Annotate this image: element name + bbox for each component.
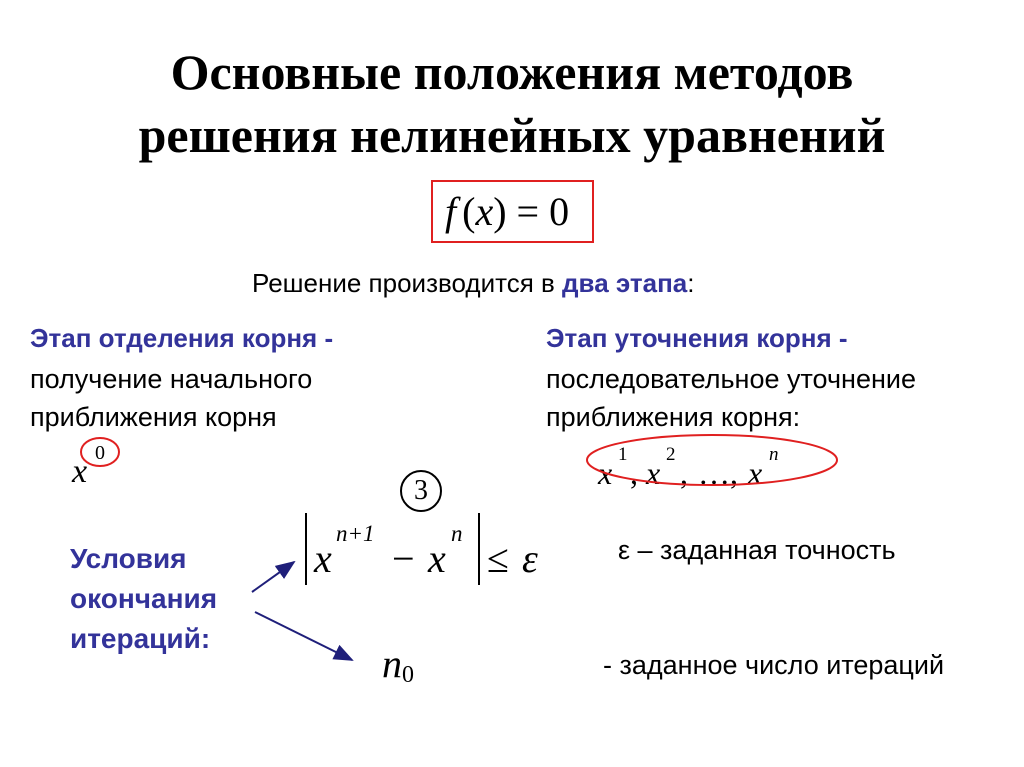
crit-sup-a: n+1 (336, 521, 375, 546)
red-ellipse-sequence (587, 435, 837, 485)
intro-prefix: Решение производится в (252, 268, 563, 298)
crit-minus: − (392, 536, 415, 581)
arrow-to-count (255, 612, 352, 660)
stage1-heading: Этап отделения корня - (30, 323, 334, 353)
eq-lparen: ( (462, 189, 476, 234)
seq-comma1: , (630, 455, 638, 491)
intro-suffix: : (687, 268, 695, 298)
stage1-desc-line1: получение начального (30, 364, 313, 394)
seq-dots: …, (698, 455, 738, 491)
seq-xn: x (748, 455, 763, 491)
stage2-heading: Этап уточнения корня - (546, 323, 848, 353)
eq-x: x (475, 189, 494, 234)
conditions-label-line3: итераций: (70, 623, 211, 654)
crit-eps: ε (522, 536, 538, 581)
eq-equals: = (516, 189, 540, 234)
count-sub: 0 (402, 662, 414, 688)
conditions-label-line2: окончания (70, 583, 218, 614)
red-ellipse-x0 (81, 438, 119, 466)
stage2-desc-line2: приближения корня: (546, 402, 801, 432)
page-title-line2: решения нелинейных уравнений (138, 107, 886, 163)
crit-le: ≤ (487, 536, 509, 581)
arrow-to-criterion (252, 562, 294, 592)
stage1-desc-line2: приближения корня (30, 402, 277, 432)
stage1-symbol-base: x (72, 453, 88, 490)
seq-comma2: , (680, 455, 688, 491)
stage2-desc-line1: последовательное уточнение (546, 364, 916, 394)
criterion-desc: ε – заданная точность (618, 535, 896, 565)
eq-zero: 0 (549, 189, 570, 234)
page-title-line1: Основные положения методов (170, 44, 854, 100)
stage1-symbol-sup: 0 (95, 442, 105, 464)
crit-x-a: x (314, 536, 332, 581)
seq-sup2: 2 (666, 444, 676, 465)
intro-highlight: два этапа (562, 268, 688, 298)
crit-sup-b: n (451, 521, 463, 546)
conditions-label-line1: Условия (70, 543, 187, 574)
count-n: n (382, 641, 402, 686)
circled-number-text: 3 (414, 475, 428, 506)
eq-rparen: ) (493, 189, 507, 234)
seq-supn: n (769, 444, 779, 465)
seq-sup1: 1 (618, 444, 628, 465)
seq-x1: x (598, 455, 613, 491)
seq-x2: x (646, 455, 661, 491)
crit-x-b: x (428, 536, 446, 581)
count-desc: - заданное число итераций (603, 650, 945, 680)
eq-f: f (445, 189, 457, 234)
